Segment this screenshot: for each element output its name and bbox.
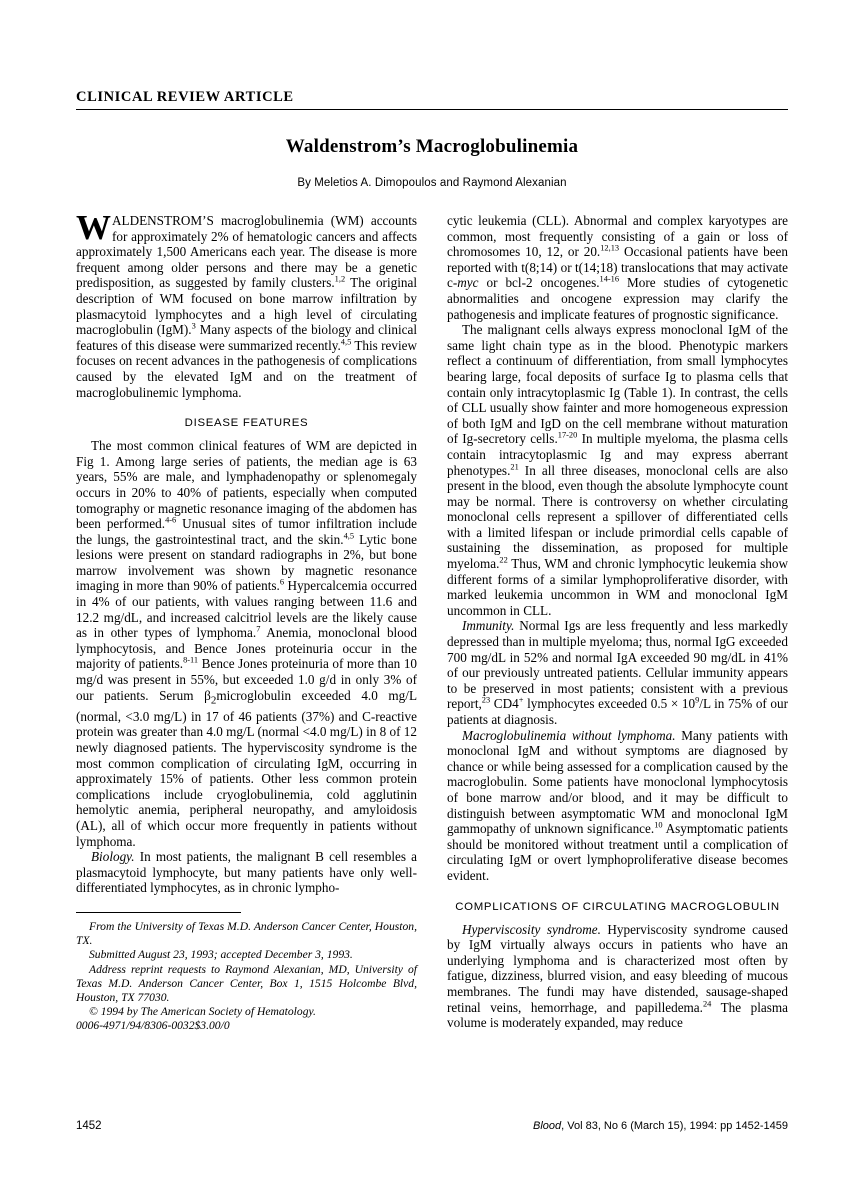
reference-marker: 8-11 xyxy=(183,656,199,666)
reference-marker: 4,5 xyxy=(340,337,352,347)
opening-text-c: Many aspects of the biology and clinical features of this disease were summarized recently. xyxy=(76,322,417,353)
footnote-issn-code: 0006-4971/94/8306-0032$3.00/0 xyxy=(76,1019,230,1033)
reference-marker: 6 xyxy=(279,578,285,588)
p2-text-e: Anemia, monoclonal blood lymphocytosis, and Bence Jones proteinuria occur in the majority of patients. xyxy=(76,625,417,672)
r-p2-text-d: Thus, WM and chronic lymphocytic leukemia show different forms of a similar lymphoproliferative disorder, with marked leukemia uncommon in WM and monoclonal IgM uncommon in CLL. xyxy=(447,556,788,618)
r-p2-text-c: In all three diseases, monoclonal cells are also present in the blood, even though the absolute lymphocyte count may be normal. There is controversy on whether circulating monoclonal cells represent a spillover of differentiated cells with a limited lifespan or include primordial cells capable of sustaining the dissemination, as proposed for multiple myeloma. xyxy=(447,462,788,572)
opening-paragraph xyxy=(76,208,417,400)
opening-text-a: ALDENSTROM’S macroglobulinemia (WM) accounts for approximately 2% of hematologic cancers and affects approximately 1,500 Americans each year. The disease is more frequent among older persons and there may be a genetic predisposition, as suggested by family clusters. xyxy=(76,213,417,291)
biology-paragraph xyxy=(76,849,417,896)
section-heading-complications: COMPLICATIONS OF CIRCULATING MACROGLOBULIN xyxy=(455,900,780,913)
r-p3-text-b: CD4 xyxy=(490,696,519,712)
run-in-heading-immunity: Immunity. xyxy=(462,618,515,634)
r-p1-text-a: cytic leukemia (CLL). Abnormal and complex karyotypes are common, most frequently consisting of a gain or loss of chromosomes 10, 12, or 20. xyxy=(447,213,788,260)
reference-marker: 24 xyxy=(702,999,712,1009)
reference-marker: 21 xyxy=(510,462,519,472)
reference-marker: 4,5 xyxy=(343,531,355,541)
r-p3-text-c: lymphocytes exceeded 0.5 × 10 xyxy=(523,696,696,712)
author-byline: By Meletios A. Dimopoulos and Raymond Alexanian xyxy=(297,177,567,189)
subscript-two: 2 xyxy=(210,694,217,707)
r-p3-text-d: /L in 75% of our patients at diagnosis. xyxy=(447,696,788,727)
footnote-block xyxy=(76,912,417,1034)
footnote-divider xyxy=(76,912,241,913)
r-p2-text-a: The malignant cells always express monoclonal IgM of the same light chain type as in the blood. Phenotypic markers reflect a continuum of differentiation, from small lymphocytes bearing large, focal deposits of surface Ig to plasma cells that contain only intracytoplasmic Ig (Table 1). In contrast, the cells of CLL usually show fainter and more homogeneous expression of both IgM and IgD on the cell membrane without maturation of Ig-secretory cells. xyxy=(447,322,788,447)
article-kicker: CLINICAL REVIEW ARTICLE xyxy=(76,89,788,110)
p2-text-c: Lytic bone lesions were present on standard radiographs in 2%, but bone marrow involvement was shown by magnetic resonance imaging in more than 90% of patients. xyxy=(76,531,417,594)
reference-marker: 22 xyxy=(499,555,508,565)
p2-text-g: microglobulin exceeded 4.0 mg/L (normal, <3.0 mg/L) in 17 of 46 patients (37%) and C-reactive protein was greater than 4.0 mg/L (normal <4.0 mg/L) in 8 of 12 newly diagnosed patients. The hyperviscosity syndrome is the most common complication of circulating IgM, occurring in approximately 15% of patients. Other less common protein complications include cryoglobulinemia, cold agglutinin hemolytic anemia, peripheral neuropathy, and amyloidosis (AL), all of which occur more frequently in patients without lymphoma. xyxy=(76,687,417,849)
page-number: 1452 xyxy=(76,1120,102,1132)
reference-marker: 23 xyxy=(481,696,491,706)
p3-text: In most patients, the malignant B cell resembles a plasmacytoid lymphocyte, but many patients have only well-differentiated lymphocytes, as in chronic lympho- xyxy=(76,849,417,896)
r-p4-text-b: Asymptomatic patients should be monitored without treatment until a complication of circulating IgM or overt lymphoproliferative disease becomes evident. xyxy=(447,821,788,883)
drop-cap: W xyxy=(76,208,111,247)
macroglobulinemia-without-lymphoma-paragraph xyxy=(447,728,788,884)
page-content xyxy=(76,88,788,1034)
section-heading-disease-features: DISEASE FEATURES xyxy=(184,417,309,430)
r-p1-text-c: or bcl-2 oncogenes. xyxy=(478,275,600,291)
gene-name-myc: myc xyxy=(457,275,479,291)
footnote-reprint-address: Address reprint requests to Raymond Alexanian, MD, University of Texas M.D. Anderson Cancer Center, Box 1, 1515 Holcombe Blvd, Houston, TX 77030. xyxy=(76,962,417,1004)
hyperviscosity-paragraph xyxy=(447,922,788,1031)
disease-features-paragraph xyxy=(76,438,417,849)
p2-text-a: The most common clinical features of WM are depicted in Fig 1. Among large series of patients, the median age is 63 years, 55% are male, and lymphadenopathy or splenomegaly occurs in 20% to 40% of patients, especially when computed tomography or magnetic resonance imaging of the abdomen has been performed. xyxy=(76,438,417,532)
footnote-submitted: Submitted August 23, 1993; accepted December 3, 1993. xyxy=(89,948,353,962)
p2-text-d: Hypercalcemia occurred in 4% of our patients, with values ranging between 11.6 and 12.2 mg/dL, and increased calcitriol levels are the likely cause as in other types of lymphoma. xyxy=(76,578,417,641)
run-in-heading-biology: Biology. xyxy=(91,849,135,865)
r-p1-text-b: Occasional patients have been reported with t(8;14) or t(14;18) translocations that may activate c- xyxy=(447,244,788,291)
page-footer xyxy=(76,1120,788,1132)
reference-marker: 4-6 xyxy=(165,515,177,525)
page-title: Waldenstrom’s Macroglobulinemia xyxy=(285,136,579,157)
r-p2-text-b: In multiple myeloma, the plasma cells contain intracytoplasmic Ig and may express aberrant phenotypes. xyxy=(447,431,788,478)
reference-marker: 12,13 xyxy=(600,243,620,253)
superscript-plus: + xyxy=(518,696,524,706)
malignant-cells-paragraph xyxy=(447,322,788,618)
superscript-exponent: 9 xyxy=(695,696,700,706)
r-p4-text-a: Many patients with monoclonal IgM and without symptoms are diagnosed by chance or while being assessed for a complication caused by the macroglobulin. Some patients have monoclonal lymphocytosis of bone marrow and/or blood, and it may be difficult to distinguish between asymptomatic WM and monoclonal IgM gammopathy of unknown significance. xyxy=(447,727,788,837)
r-p5-text-a: Hyperviscosity syndrome caused by IgM virtually always occurs in patients who have an underlying lymphoma and is characterized most often by fatigue, dizziness, blurred vision, and easy bleeding of mucous membranes. The fundi may have distended, sausage-shaped retinal veins, hemorrhage, and papilledema. xyxy=(447,921,788,1015)
reference-marker: 10 xyxy=(654,820,663,830)
run-in-heading-macroglobulinemia: Macroglobulinemia without lymphoma. xyxy=(462,727,676,743)
citation-details: , Vol 83, No 6 (March 15), 1994: pp 1452-1459 xyxy=(561,1120,788,1132)
reference-marker: 14-16 xyxy=(599,274,620,284)
immunity-paragraph xyxy=(447,618,788,727)
karyotype-paragraph xyxy=(447,213,788,322)
p2-text-b: Unusual sites of tumor infiltration include the lungs, the gastrointestinal tract, and the skin. xyxy=(76,516,417,547)
journal-citation xyxy=(533,1120,788,1132)
r-p1-text-d: More studies of cytogenetic abnormalities and oncogene expression may clarify the pathogenesis and implicate features of prognostic significance. xyxy=(447,275,788,322)
run-in-heading-hyperviscosity: Hyperviscosity syndrome. xyxy=(462,921,601,937)
r-p5-text-b: The plasma volume is moderately expanded, may reduce xyxy=(447,999,789,1031)
p2-text-f: Bence Jones proteinuria of more than 10 mg/d was present in 55%, but exceeded 1.0 g/d in only 3% of our patients. Serum β xyxy=(76,656,418,703)
footnote-copyright: © 1994 by The American Society of Hematology. xyxy=(89,1005,316,1019)
right-column xyxy=(447,213,788,1034)
reference-marker: 1,2 xyxy=(334,274,346,284)
r-p3-text-a: Normal Igs are less frequently and less markedly depressed than in multiple myeloma; thus, normal IgG exceeded 700 mg/dL in 52% and normal IgA exceeded 90 mg/dL in 41% of our previously untreated patients. Cellular immunity appears to be preserved in most patients; consistent with a previous report, xyxy=(447,618,788,712)
two-column-body xyxy=(76,208,789,1034)
reference-marker: 3 xyxy=(191,321,196,331)
left-column xyxy=(76,208,418,1034)
footnote-affiliation: From the University of Texas M.D. Anderson Cancer Center, Houston, TX. xyxy=(76,919,417,948)
opening-text-d: This review focuses on recent advances in the pathogenesis of complications caused by the elevated IgM and on the treatment of macroglobulinemic lymphoma. xyxy=(76,337,417,400)
opening-text-b: The original description of WM focused on bone marrow infiltration by plasmacytoid lymphocytes and a high level of circulating macroglobulin (IgM). xyxy=(76,275,417,338)
reference-marker: 17-20 xyxy=(557,430,578,440)
reference-marker: 7 xyxy=(256,624,261,634)
journal-name: Blood xyxy=(532,1120,562,1132)
